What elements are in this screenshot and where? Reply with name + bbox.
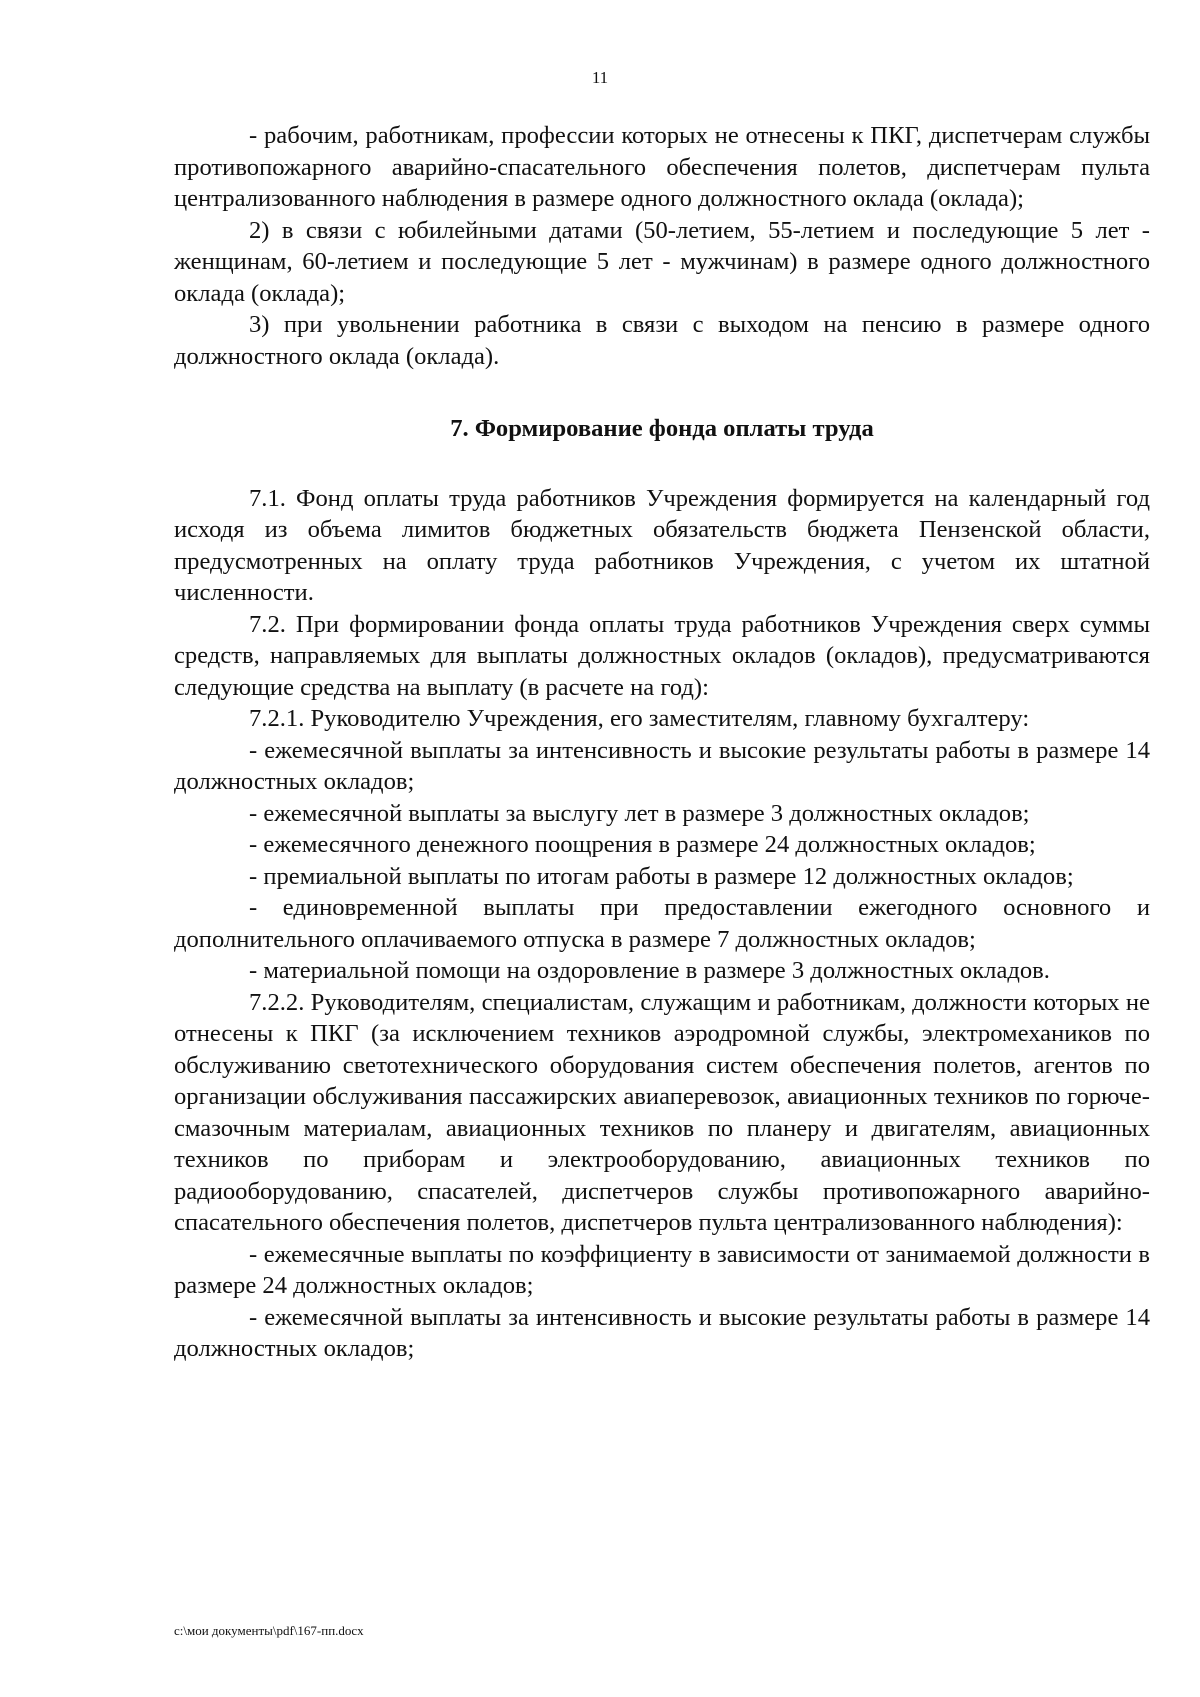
list-item: - ежемесячной выплаты за интенсивность и высокие результаты работы в размере 14 должностных окладов; [174, 1303, 1150, 1362]
list-item: - ежемесячные выплаты по коэффициенту в зависимости от занимаемой должности в размере 24 должностных окладов; [174, 1240, 1150, 1299]
paragraph: 7.2.2. Руководителям, специалистам, служащим и работникам, должности которых не отнесены к ПКГ (за исключением техников аэродромной службы, электромехаников по обслуживанию светотехнического оборудования систем обеспечения полетов, агентов по организации обслуживания пассажирских авиаперевозок, авиационных техников по горюче-смазочным материалам, авиационных техников по планеру и двигателям, авиационных техников по приборам и электрооборудованию, авиационных техников по радиооборудованию, спасателей, диспетчеров службы противопожарного аварийно-спасательного обеспечения полетов, диспетчеров пульта централизованного наблюдения): [174, 988, 1150, 1236]
list-item: - ежемесячного денежного поощрения в размере 24 должностных окладов; [249, 831, 1036, 858]
paragraph: - рабочим, работникам, профессии которых не отнесены к ПКГ, диспетчерам службы противопожарного аварийно-спасательного обеспечения полетов, диспетчерам пульта централизованного наблюдения в размере одного должностного оклада (оклада); [174, 122, 1150, 212]
page-number: 11 [591, 68, 609, 87]
document-body [174, 120, 1150, 1365]
paragraph: 7.1. Фонд оплаты труда работников Учреждения формируется на календарный год исходя из объема лимитов бюджетных обязательств бюджета Пензенской области, предусмотренных на оплату труда работников Учреждения, с учетом их штатной численности. [174, 484, 1150, 606]
list-item: - материальной помощи на оздоровление в размере 3 должностных окладов. [249, 957, 1050, 984]
list-item: - премиальной выплаты по итогам работы в размере 12 должностных окладов; [249, 862, 1074, 890]
paragraph: 7.2.1. Руководителю Учреждения, его заместителям, главному бухгалтеру: [249, 705, 1030, 732]
list-item: - ежемесячной выплаты за интенсивность и высокие результаты работы в размере 14 должностных окладов; [174, 736, 1150, 795]
list-item: - ежемесячной выплаты за выслугу лет в размере 3 должностных окладов; [249, 799, 1030, 827]
section-heading: 7. Формирование фонда оплаты труда [450, 415, 874, 442]
paragraph: 2) в связи с юбилейными датами (50-летием, 55-летием и последующие 5 лет - женщинам, 60-летием и последующие 5 лет - мужчинам) в размере одного должностного оклада (оклада); [174, 216, 1150, 307]
list-item: - единовременной выплаты при предоставлении ежегодного основного и дополнительного оплачиваемого отпуска в размере 7 должностных окладов; [174, 894, 1150, 953]
paragraph: 3) при увольнении работника в связи с выходом на пенсию в размере одного должностного оклада (оклада). [174, 311, 1150, 370]
paragraph: 7.2. При формировании фонда оплаты труда работников Учреждения сверх суммы средств, направляемых для выплаты должностных окладов (окладов), предусматриваются следующие средства на выплату (в расчете на год): [174, 610, 1150, 701]
file-path-footer: c:\мои документы\pdf\167-пп.docx [174, 1623, 364, 1638]
